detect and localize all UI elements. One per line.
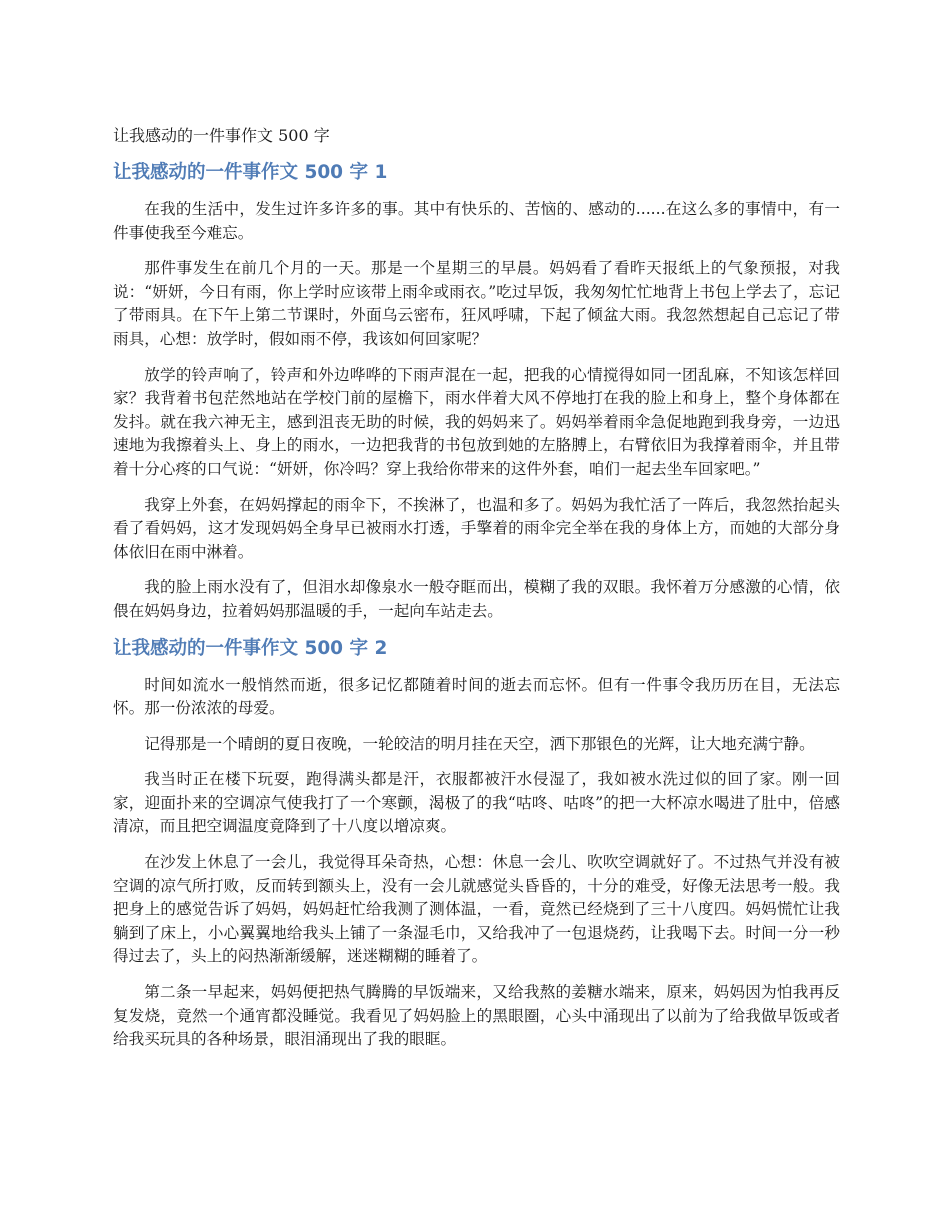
section-heading: 让我感动的一件事作文 500 字 1 (113, 162, 388, 183)
paragraph: 在我的生活中，发生过许多许多的事。其中有快乐的、苦恼的、感动的......在这么多的事情中，有一件事使我至今难忘。 (113, 200, 840, 242)
paragraph: 我的脸上雨水没有了，但泪水却像泉水一般夺眶而出，模糊了我的双眼。我怀着万分感激的心情，依偎在妈妈身边，拉着妈妈那温暖的手，一起向车站走去。 (113, 578, 840, 620)
essay-section-1 (113, 160, 840, 624)
paragraph: 时间如流水一般悄然而逝，很多记忆都随着时间的逝去而忘怀。但有一件事令我历历在目，无法忘怀。那一份浓浓的母爱。 (113, 675, 840, 718)
paragraph: 我当时正在楼下玩耍，跑得满头都是汗，衣服都被汗水侵湿了，我如被水洗过似的回了家。刚一回家，迎面扑来的空调凉气使我打了一个寒颤，渴极了的我“咕咚、咕咚”的把一大杯凉水喝进了肚中，倍感清凉，而且把空调温度竟降到了十八度以增凉爽。 (113, 770, 840, 836)
paragraph: 第二条一早起来，妈妈便把热气腾腾的早饭端来，又给我熬的姜糖水端来，原来，妈妈因为怕我再反复发烧，竟然一个通宵都没睡觉。我看见了妈妈脸上的黑眼圈，心头中涌现出了以前为了给我做早饭或者给我买玩具的各种场景，眼泪涌现出了我的眼眶。 (113, 983, 840, 1049)
paragraph: 放学的铃声响了，铃声和外边哗哗的下雨声混在一起，把我的心情搅得如同一团乱麻，不知该怎样回家？我背着书包茫然地站在学校门前的屋檐下，雨水伴着大风不停地打在我的脸上和身上，整个身体都在发抖。就在我六神无主，感到沮丧无助的时候，我的妈妈来了。妈妈举着雨伞急促地跑到我身旁，一边迅速地为我擦着头上、身上的雨水，一边把我背的书包放到她的左胳膊上，右臂依旧为我撑着雨伞，并且带着十分心疼的口气说：“妍妍，你冷吗？穿上我给你带来的这件外套，咱们一起去坐车回家吧。” (113, 365, 840, 478)
paragraph: 在沙发上休息了一会儿，我觉得耳朵奇热，心想：休息一会儿、吹吹空调就好了。不过热气并没有被空调的凉气所打败，反而转到额头上，没有一会儿就感觉头昏昏的，十分的难受，好像无法思考一般。我把身上的感觉告诉了妈妈，妈妈赶忙给我测了测体温，一看，竟然已经烧到了三十八度四。妈妈慌忙让我躺到了床上，小心翼翼地给我头上铺了一条湿毛巾，又给我冲了一包退烧药，让我喝下去。时间一分一秒得过去了，头上的闷热渐渐缓解，迷迷糊糊的睡着了。 (113, 853, 840, 966)
paragraph: 我穿上外套，在妈妈撑起的雨伞下，不挨淋了，也温和多了。妈妈为我忙活了一阵后，我忽然抬起头看了看妈妈，这才发现妈妈全身早已被雨水打透，手擎着的雨伞完全举在我的身体上方，而她的大部分身体依旧在雨中淋着。 (113, 495, 840, 561)
document-page (113, 124, 840, 1064)
document-title: 让我感动的一件事作文 500 字 (113, 126, 330, 145)
essay-section-2 (113, 636, 840, 1052)
paragraph: 那件事发生在前几个月的一天。那是一个星期三的早晨。妈妈看了看昨天报纸上的气象预报，对我说：“妍妍，今日有雨，你上学时应该带上雨伞或雨衣。”吃过早饭，我匆匆忙忙地背上书包上学去了，忘记了带雨具。在下午上第二节课时，外面乌云密布，狂风呼啸，下起了倾盆大雨。我忽然想起自己忘记了带雨具，心想：放学时，假如雨不停，我该如何回家呢？ (113, 259, 840, 348)
paragraph: 记得那是一个晴朗的夏日夜晚，一轮皎洁的明月挂在天空，洒下那银色的光辉，让大地充满宁静。 (144, 734, 815, 753)
section-heading: 让我感动的一件事作文 500 字 2 (113, 637, 388, 659)
